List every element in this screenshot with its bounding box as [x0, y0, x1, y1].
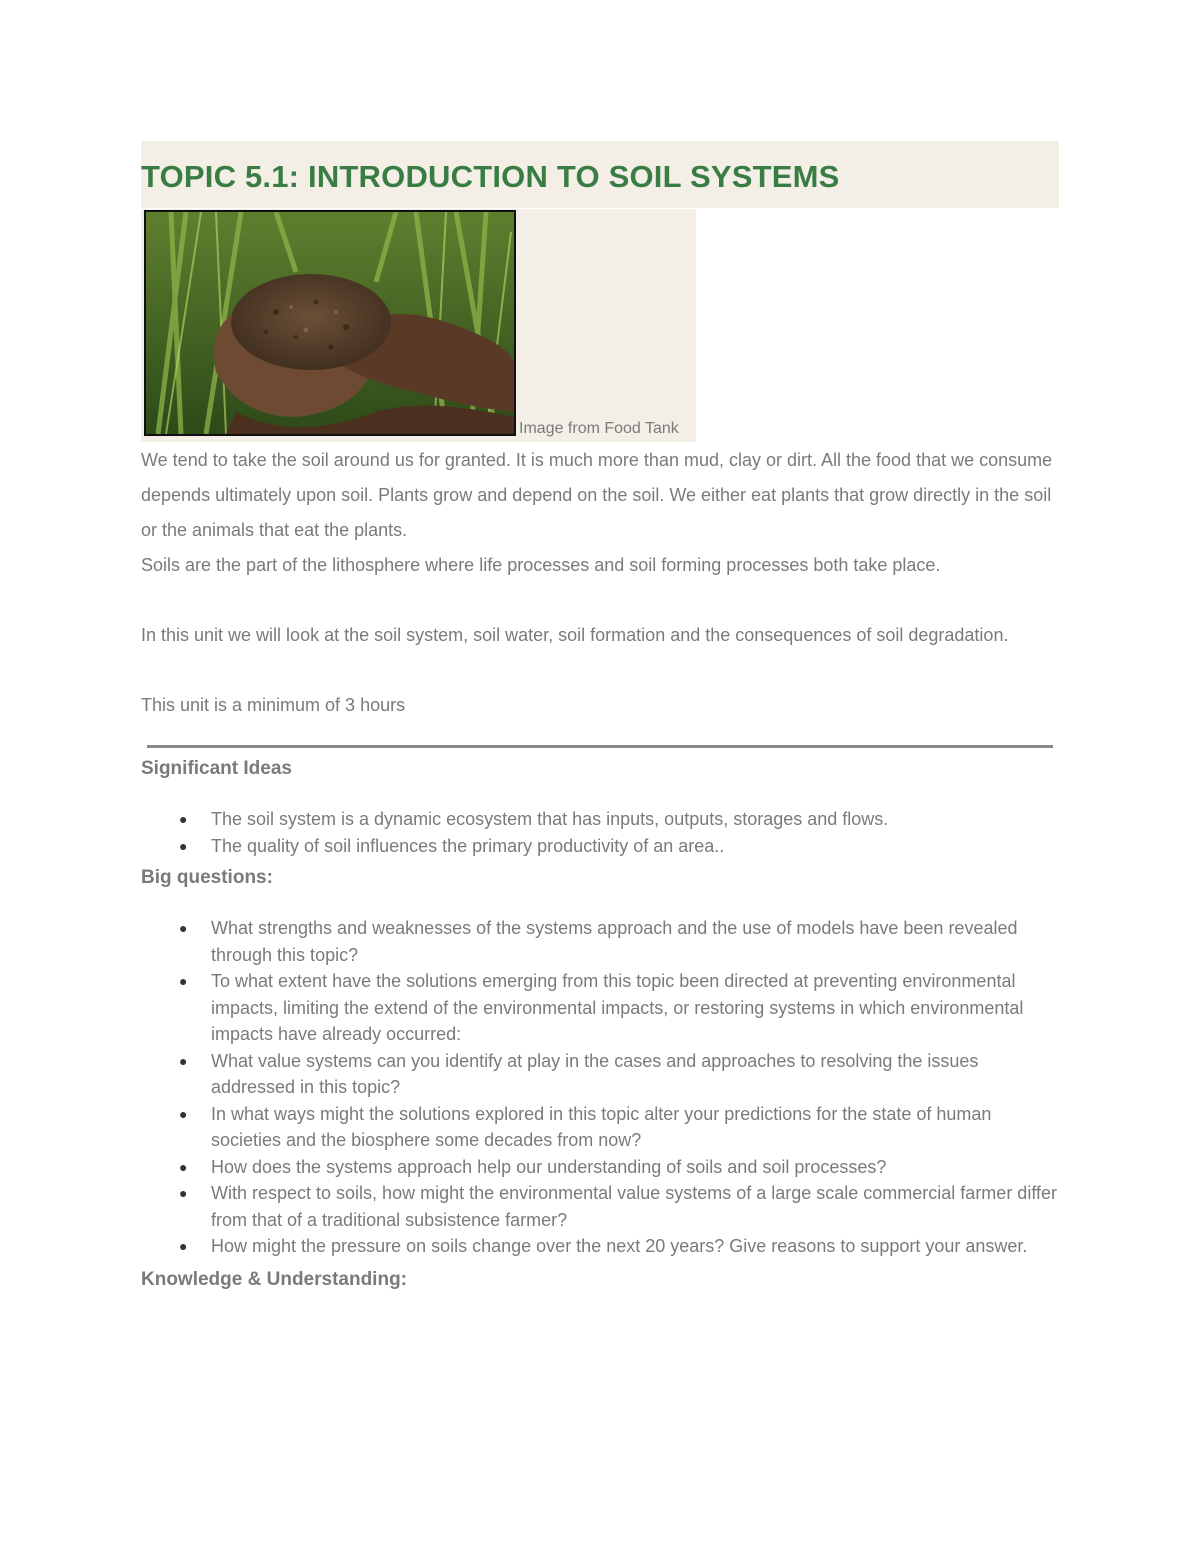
intro-paragraph-2: Soils are the part of the lithosphere where life processes and soil forming processes both take place. — [141, 555, 941, 575]
soil-in-hands-photo — [144, 210, 516, 436]
list-item — [141, 1101, 1059, 1154]
list-item — [141, 1154, 1059, 1181]
list-item-text: How might the pressure on soils change over the next 20 years? Give reasons to support your answer. — [211, 1236, 1028, 1256]
bullet-icon: ● — [179, 920, 188, 936]
list-item-text: To what extent have the solutions emerging from this topic been directed at preventing environmental impacts, limiting the extend of the environmental impacts, or restoring systems in which environmental impacts have already occurred: — [211, 971, 1024, 1044]
bullet-icon: ● — [179, 1105, 188, 1122]
list-item-text: What value systems can you identify at play in the cases and approaches to resolving the issues addressed in this topic? — [211, 1050, 979, 1097]
list-item — [141, 1180, 1059, 1233]
horizontal-divider — [147, 745, 1053, 748]
list-item-text: How does the systems approach help our understanding of soils and soil processes? — [211, 1156, 887, 1177]
page-title: TOPIC 5.1: INTRODUCTION TO SOIL SYSTEMS — [141, 158, 840, 194]
bullet-icon: ● — [179, 1158, 188, 1175]
spacer — [141, 583, 1059, 618]
bullet-icon: ● — [179, 837, 188, 854]
list-item — [141, 1233, 1059, 1260]
intro-paragraph-3: In this unit we will look at the soil system, soil water, soil formation and the consequences of soil degradation. — [141, 625, 1009, 645]
list-item — [141, 915, 1059, 968]
list-item-text: In what ways might the solutions explored in this topic alter your predictions for the state of human societies and the biosphere some decades from now? — [211, 1103, 992, 1150]
list-item-text: With respect to soils, how might the environmental value systems of a large scale commercial farmer differ from that of a traditional subsistence farmer? — [211, 1183, 1057, 1230]
title-banner — [141, 141, 1059, 208]
spacer — [141, 653, 1059, 688]
image-caption: Image from Food Tank — [519, 420, 679, 437]
document-page — [141, 141, 1059, 1291]
big-questions-list — [141, 915, 1059, 1260]
bullet-icon: ● — [179, 1185, 188, 1201]
big-questions-heading: Big questions: — [141, 867, 273, 888]
bullet-icon: ● — [179, 973, 188, 989]
list-item — [141, 833, 1059, 860]
list-item — [141, 806, 1059, 833]
list-item-text: The quality of soil influences the primary productivity of an area.. — [211, 835, 725, 856]
significant-ideas-heading: Significant Ideas — [141, 758, 292, 779]
unit-duration: This unit is a minimum of 3 hours — [141, 695, 406, 715]
image-block — [141, 209, 696, 442]
list-item-text: What strengths and weaknesses of the systems approach and the use of models have been revealed through this topic? — [211, 918, 1018, 965]
significant-ideas-list — [141, 806, 1059, 859]
bullet-icon: ● — [179, 1238, 188, 1254]
list-item — [141, 968, 1059, 1048]
list-item — [141, 1048, 1059, 1101]
bullet-icon: ● — [179, 811, 188, 827]
bullet-icon: ● — [179, 1052, 188, 1069]
list-item-text: The soil system is a dynamic ecosystem that has inputs, outputs, storages and flows. — [211, 809, 889, 829]
knowledge-understanding-heading: Knowledge & Understanding: — [141, 1268, 407, 1290]
soil-photo-illustration — [146, 212, 514, 434]
intro-paragraph-1: We tend to take the soil around us for granted. It is much more than mud, clay or dirt. All the food that we consume depends ultimately upon soil. Plants grow and depend on the soil. We either eat plants that grow directly in the soil or the animals that eat the plants. — [141, 450, 1053, 540]
